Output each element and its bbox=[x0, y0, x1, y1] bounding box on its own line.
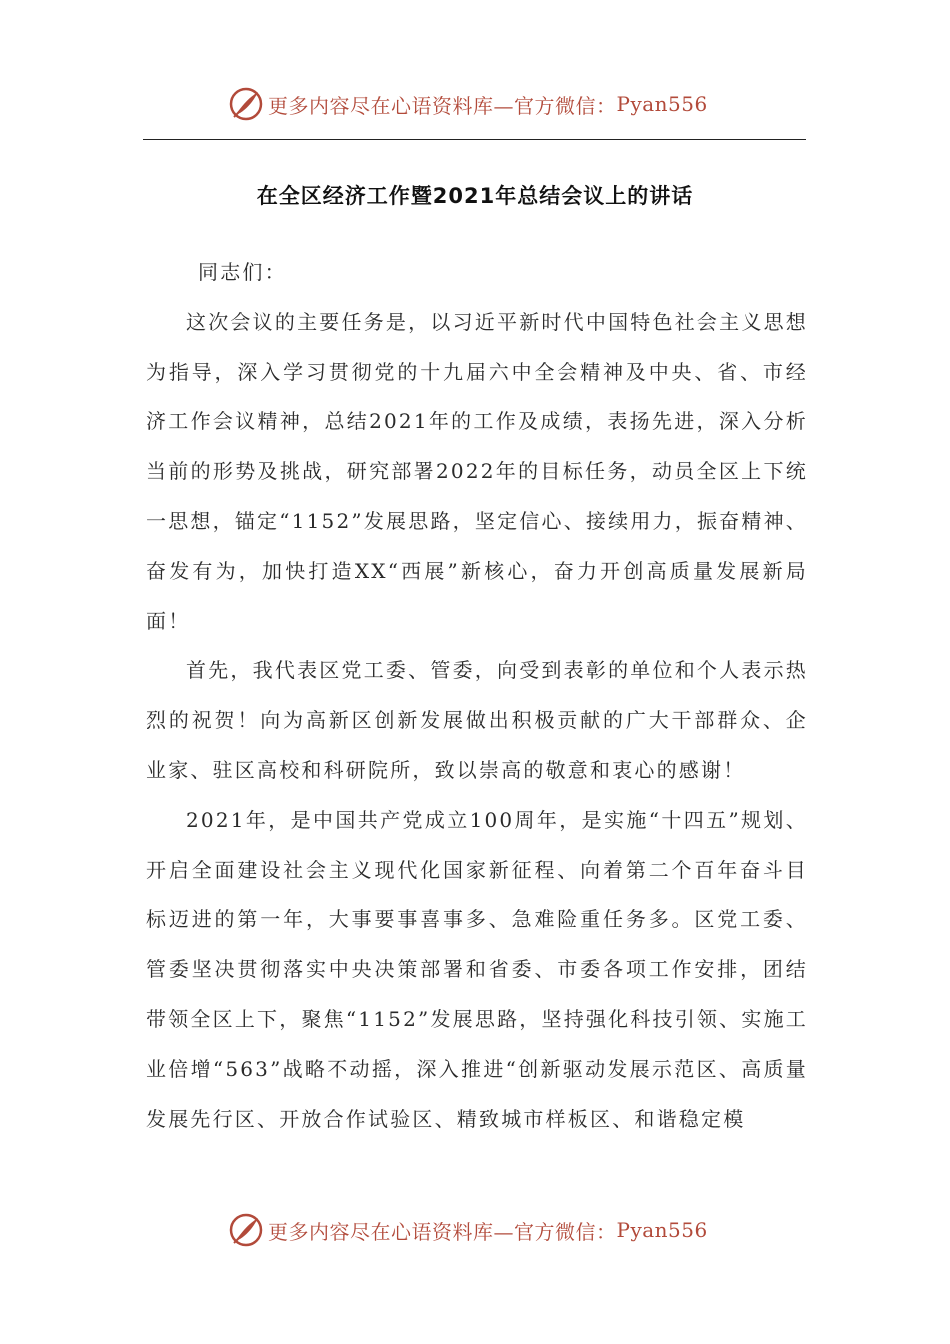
document-title: 在全区经济工作暨2021年总结会议上的讲话 bbox=[256, 184, 694, 208]
wechat-id: Pyan556 bbox=[616, 92, 708, 116]
quill-pen-logo-icon bbox=[228, 1212, 264, 1248]
header-banner bbox=[228, 84, 748, 124]
salutation: 同志们： bbox=[198, 260, 287, 284]
banner-text: 更多内容尽在心语资料库—官方微信： bbox=[268, 1219, 617, 1244]
wechat-id: Pyan556 bbox=[616, 1218, 708, 1242]
paragraph: 首先，我代表区党工委、管委，向受到表彰的单位和个人表示热烈的祝贺！向为高新区创新发展做出积极贡献的广大干部群众、企业家、驻区高校和科研院所，致以崇高的敬意和衷心的感谢！ bbox=[146, 658, 808, 782]
document-body bbox=[146, 248, 808, 1144]
banner-text: 更多内容尽在心语资料库—官方微信： bbox=[268, 93, 617, 118]
footer-banner bbox=[228, 1210, 748, 1250]
paragraph: 2021年，是中国共产党成立100周年，是实施“十四五”规划、开启全面建设社会主义现代化国家新征程、向着第二个百年奋斗目标迈进的第一年，大事要事喜事多、急难险重任务多。区党工委、管委坚决贯彻落实中央决策部署和省委、市委各项工作安排，团结带领全区上下，聚焦“1152”发展思路，坚持强化科技引领、实施工业倍增“563”战略不动摇，深入推进“创新驱动发展示范区、高质量发展先行区、开放合作试验区、精致城市样板区、和谐稳定模 bbox=[146, 807, 808, 1131]
quill-pen-logo-icon bbox=[228, 86, 264, 122]
paragraph: 这次会议的主要任务是，以习近平新时代中国特色社会主义思想为指导，深入学习贯彻党的十九届六中全会精神及中央、省、市经济工作会议精神，总结2021年的工作及成绩，表扬先进，深入分析当前的形势及挑战，研究部署2022年的目标任务，动员全区上下统一思想，锚定“1152”发展思路，坚定信心、接续用力，振奋精神、奋发有为，加快打造XX“西展”新核心，奋力开创高质量发展新局面！ bbox=[146, 309, 808, 633]
header-divider bbox=[143, 139, 806, 140]
